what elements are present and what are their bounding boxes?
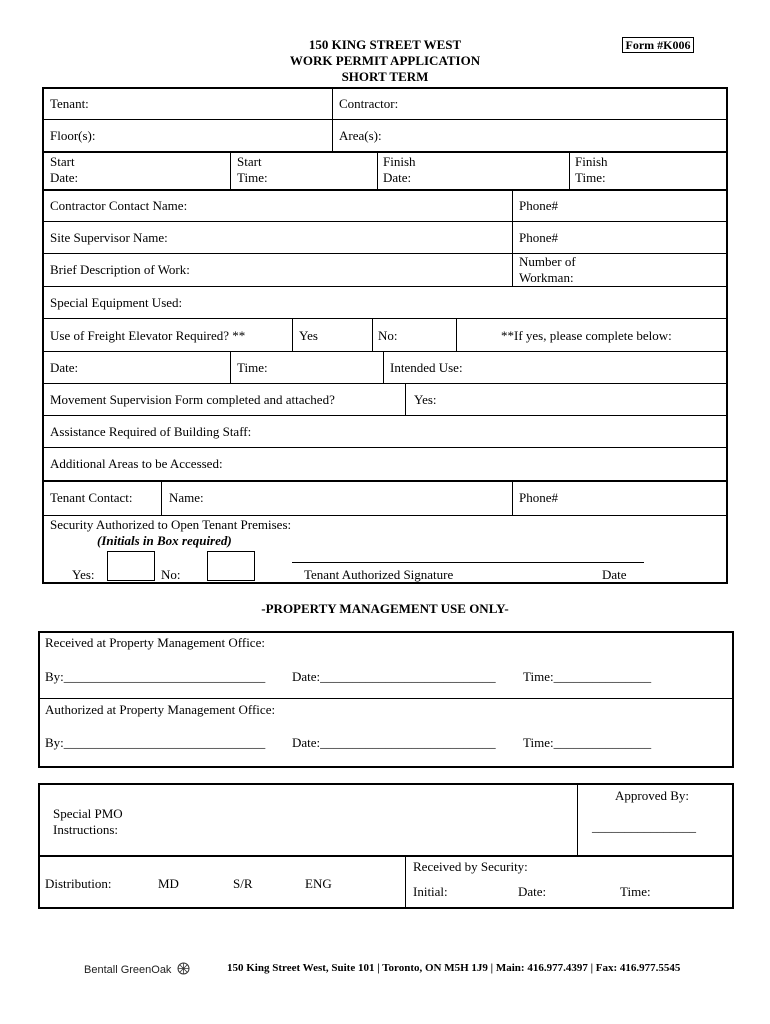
header-line-1: 150 KING STREET WEST — [308, 37, 462, 52]
received-by-security-label: Received by Security: — [413, 859, 528, 874]
tenant-contact-phone-label: Phone# — [519, 490, 558, 505]
col-divider — [456, 318, 457, 351]
row-divider — [42, 119, 728, 120]
row-divider — [42, 447, 728, 448]
logo-text: Bentall GreenOak — [84, 964, 172, 976]
finish-time-label-1: Finish — [575, 154, 608, 169]
tenant-contact-label: Tenant Contact: — [50, 490, 133, 505]
pmo-col-divider — [577, 783, 578, 855]
col-divider — [383, 351, 384, 383]
authorized-date-line[interactable]: Date:___________________________ — [292, 735, 496, 750]
elevator-date-label: Date: — [50, 360, 79, 375]
assistance-label: Assistance Required of Building Staff: — [50, 424, 252, 439]
finish-time-label-2: Time: — [575, 170, 606, 185]
areas-label: Area(s): — [339, 128, 382, 143]
special-pmo-label-2: Instructions: — [53, 822, 118, 837]
number-of-workman-label-2: Workman: — [519, 270, 574, 285]
col-divider — [569, 151, 570, 189]
movement-yes-label: Yes: — [414, 392, 437, 407]
received-time-line[interactable]: Time:_______________ — [523, 669, 652, 684]
floors-label: Floor(s): — [50, 128, 96, 143]
col-divider — [372, 318, 373, 351]
pm-divider — [38, 698, 734, 699]
pmo-divider — [38, 855, 734, 857]
received-by-line[interactable]: By:_______________________________ — [45, 669, 266, 684]
special-equipment-label: Special Equipment Used: — [50, 295, 183, 310]
company-logo — [84, 962, 190, 976]
row-divider — [42, 318, 728, 319]
row-divider — [42, 383, 728, 384]
received-date-line[interactable]: Date:___________________________ — [292, 669, 496, 684]
finish-date-label-1: Finish — [383, 154, 416, 169]
row-divider — [42, 221, 728, 222]
row-divider — [42, 286, 728, 287]
col-divider — [512, 189, 513, 286]
security-no-label: No: — [161, 567, 181, 582]
supervisor-phone-label: Phone# — [519, 230, 558, 245]
security-initial-label: Initial: — [413, 884, 448, 899]
start-date-label-1: Start — [50, 154, 75, 169]
elevator-time-label: Time: — [237, 360, 268, 375]
authorized-time-line[interactable]: Time:_______________ — [523, 735, 652, 750]
movement-supervision-label: Movement Supervision Form completed and attached? — [50, 392, 335, 407]
intended-use-label: Intended Use: — [390, 360, 463, 375]
signature-date-label: Date — [602, 567, 627, 582]
if-yes-note: **If yes, please complete below: — [501, 328, 672, 343]
col-divider — [230, 351, 231, 383]
col-divider — [405, 383, 406, 415]
received-pm-label: Received at Property Management Office: — [45, 635, 265, 650]
authorized-pm-label: Authorized at Property Management Office: — [45, 702, 276, 717]
row-divider — [42, 351, 728, 352]
tenant-label: Tenant: — [50, 96, 89, 111]
contractor-phone-label: Phone# — [519, 198, 558, 213]
header-line-3: SHORT TERM — [341, 69, 429, 84]
start-time-label-2: Time: — [237, 170, 268, 185]
footer-address: 150 King Street West, Suite 101 | Toronto, ON M5H 1J9 | Main: 416.977.4397 | Fax: 416.977.5545 — [227, 962, 681, 974]
distribution-sr: S/R — [233, 876, 253, 891]
brief-description-label: Brief Description of Work: — [50, 262, 190, 277]
pm-use-only-title: -PROPERTY MANAGEMENT USE ONLY- — [261, 601, 509, 616]
row-divider — [42, 415, 728, 416]
security-authorized-label: Security Authorized to Open Tenant Premises: — [50, 517, 292, 532]
number-of-workman-label-1: Number of — [519, 254, 576, 269]
additional-areas-label: Additional Areas to be Accessed: — [50, 456, 223, 471]
row-divider — [42, 253, 728, 254]
security-time-label: Time: — [620, 884, 651, 899]
security-yes-initial-box[interactable] — [107, 551, 155, 581]
distribution-md: MD — [158, 876, 179, 891]
security-date-label: Date: — [518, 884, 547, 899]
distribution-eng: ENG — [305, 876, 332, 891]
authorized-by-line[interactable]: By:_______________________________ — [45, 735, 266, 750]
header-line-2: WORK PERMIT APPLICATION — [289, 53, 481, 68]
pmo-col-divider — [405, 855, 406, 909]
col-divider — [161, 480, 162, 515]
special-pmo-label-1: Special PMO — [53, 806, 123, 821]
contractor-label: Contractor: — [339, 96, 399, 111]
site-supervisor-label: Site Supervisor Name: — [50, 230, 168, 245]
distribution-label: Distribution: — [45, 876, 112, 891]
start-date-label-2: Date: — [50, 170, 79, 185]
col-divider — [512, 480, 513, 515]
col-divider — [292, 318, 293, 351]
contractor-contact-label: Contractor Contact Name: — [50, 198, 188, 213]
col-divider — [377, 151, 378, 189]
finish-date-label-2: Date: — [383, 170, 412, 185]
approved-by-label: Approved By: — [615, 788, 690, 803]
row-divider — [42, 480, 728, 482]
logo-mark-icon — [177, 962, 190, 975]
security-no-initial-box[interactable] — [207, 551, 255, 581]
tenant-contact-name-label: Name: — [169, 490, 204, 505]
initials-required-note: (Initials in Box required) — [97, 533, 232, 548]
signature-line[interactable] — [292, 562, 644, 563]
freight-elevator-label: Use of Freight Elevator Required? ** — [50, 328, 246, 343]
row-divider — [42, 189, 728, 191]
freight-no-label: No: — [378, 328, 398, 343]
tenant-signature-label: Tenant Authorized Signature — [304, 567, 454, 582]
approved-by-line[interactable]: ________________ — [592, 819, 696, 834]
security-yes-label: Yes: — [72, 567, 95, 582]
col-divider — [332, 87, 333, 151]
freight-yes-label: Yes — [299, 328, 318, 343]
form-number: Form #K006 — [622, 37, 694, 53]
col-divider — [230, 151, 231, 189]
start-time-label-1: Start — [237, 154, 262, 169]
